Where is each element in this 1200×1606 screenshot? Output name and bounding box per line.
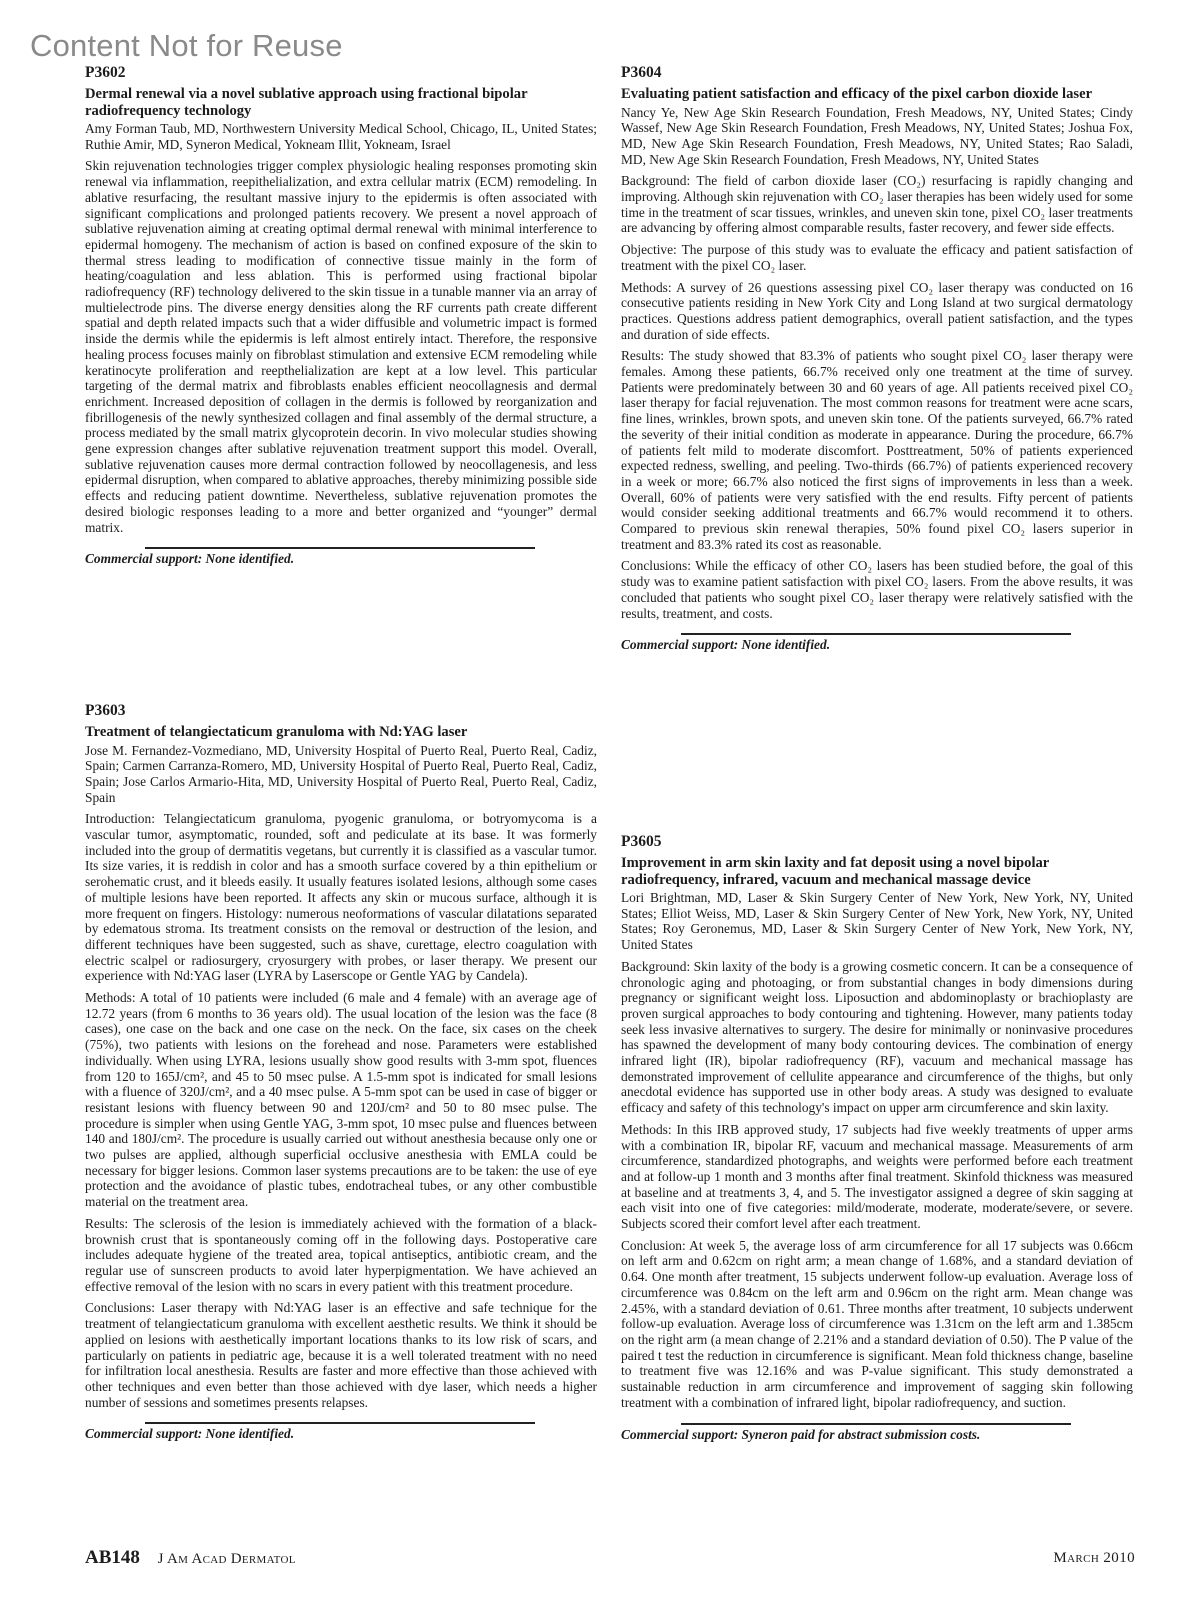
issue-date: March 2010 bbox=[1053, 1550, 1135, 1566]
abstract-title: Evaluating patient satisfaction and efficacy of the pixel carbon dioxide laser bbox=[621, 86, 1093, 102]
abstract-paragraph: Background: The field of carbon dioxide laser (CO₂) resurfacing is rapidly changing and improving. Although skin rejuvenation with CO₂ laser therapies has been widely used for some time in the treatment of scar tissues, wrinkles, and uneven skin tone, pixel CO₂ laser treatments are advancing by offering almost comparable results, faster recovery, and fewer side effects. bbox=[621, 173, 1133, 236]
commercial-support: Commercial support: None identified. bbox=[85, 1426, 295, 1442]
commercial-support: Commercial support: Syneron paid for abstract submission costs. bbox=[621, 1426, 981, 1442]
abstract-p3602 bbox=[85, 64, 597, 567]
abstract-p3605 bbox=[621, 833, 1133, 1443]
abstract-id: P3605 bbox=[621, 833, 662, 850]
abstract-paragraph: Methods: In this IRB approved study, 17 subjects had five weekly treatments of upper arms with a combination IR, bipolar RF, vacuum and mechanical massage. Measurements of arm circumference, standardized photographs, and weights were performed before each treatment and at follow-up 1 month and 3 months after final treatment. Skinfold thickness was measured at baseline and at treatments 3, 4, and 5. The investigator assigned a degree of skin sagging at each visit into one of five categories: mild/moderate, moderate, moderate/severe, or severe. Subjects scored their comfort level after each treatment. bbox=[621, 1121, 1133, 1232]
divider-rule bbox=[145, 1422, 535, 1424]
abstract-authors: Jose M. Fernandez-Vozmediano, MD, University Hospital of Puerto Real, Puerto Real, Cadiz, Spain; Carmen Carranza-Romero, MD, University Hospital of Puerto Real, Puerto Real, Cadiz, Spain; Jose Carlos Armario-Hita, MD, University Hospital of Puerto Real, Puerto Real, Cadiz, Spain bbox=[85, 742, 597, 805]
abstract-paragraph: Objective: The purpose of this study was to evaluate the efficacy and patient satisfaction of treatment with the pixel CO₂ laser. bbox=[621, 242, 1133, 273]
abstract-p3604 bbox=[621, 64, 1133, 653]
abstract-title: Improvement in arm skin laxity and fat deposit using a novel bipolar radiofrequency, infrared, vacuum and mechanical massage device bbox=[621, 855, 1050, 888]
abstract-id: P3603 bbox=[85, 702, 126, 719]
divider-rule bbox=[681, 1423, 1071, 1425]
page-number: AB148 bbox=[85, 1547, 140, 1568]
abstract-authors: Lori Brightman, MD, Laser & Skin Surgery Center of New York, New York, NY, United States; Elliot Weiss, MD, Laser & Skin Surgery Center of New York, New York, NY, United States; Roy Geronemus, MD, Laser & Skin Surgery Center of New York, New York, NY, United States bbox=[621, 890, 1133, 953]
abstract-paragraph: Conclusions: While the efficacy of other CO₂ lasers has been studied before, the goal of this study was to examine patient satisfaction with pixel CO₂ lasers. From the above results, it was concluded that patients who sought pixel CO₂ laser therapy were relatively satisfied with the results, treatment, and costs. bbox=[621, 558, 1133, 621]
commercial-support: Commercial support: None identified. bbox=[85, 551, 295, 567]
abstract-p3603 bbox=[85, 702, 597, 1442]
abstract-authors: Amy Forman Taub, MD, Northwestern University Medical School, Chicago, IL, United States; Ruthie Amir, MD, Syneron Medical, Yokneam Illit, Yokneam, Israel bbox=[85, 121, 597, 152]
journal-name: J Am Acad Dermatol bbox=[157, 1551, 296, 1567]
abstract-paragraph: Introduction: Telangiectaticum granuloma, pyogenic granuloma, or botryomycoma is a vascular tumor, asymptomatic, rounded, soft and pediculate at its base. It was formerly included into the group of dermatitis vegetans, but currently it is classified as a vascular tumor. Its size varies, it is reddish in color and has a smooth surface covered by a thin epithelium or serohematic crust, and it bleeds easily. It usually features isolated lesions, although some cases of multiple lesions have been reported. It affects any skin or mucous surface, although it is more frequent on fingers. Histology: numerous neoformations of vascular dilatations separated by edematous stroma. Its treatment consists on the removal or destruction of the lesion, and different techniques have been suggested, such as shave, curettage, electro coagulation with electric scalpel or radiosurgery, cryosurgery with probes, or laser therapy. We present our experience with Nd:YAG laser (LYRA by Laserscope or Gentle YAG by Candela). bbox=[85, 811, 597, 984]
divider-rule bbox=[681, 633, 1071, 635]
abstract-paragraph: Methods: A survey of 26 questions assessing pixel CO₂ laser therapy was conducted on 16 consecutive patients residing in New York City and Long Island at two surgical dermatology practices. Questions address patient demographics, overall patient satisfaction, and the types and duration of side effects. bbox=[621, 279, 1133, 342]
commercial-support: Commercial support: None identified. bbox=[621, 637, 831, 653]
abstract-paragraph: Skin rejuvenation technologies trigger complex physiologic healing responses promoting skin renewal via inflammation, reepithelialization, and extra cellular matrix (ECM) remodeling. In ablative resurfacing, the resultant massive injury to the epidermis is often associated with significant complications and prolonged patients recovery. We present a novel approach of sublative rejuvenation aiming at creating optimal dermal renewal with minimal interference to epidermal homogeny. The mechanism of action is based on confined exposure of the skin to thermal stress leading to modification of connective tissue mainly in the form of heating/coagulation and less ablation. This is performed using fractional bipolar radiofrequency (RF) technology delivered to the skin tissue in a tunable manner via an array of multielectrode pins. The diverse energy densities along the RF currents path create different spatial and depth related impacts such that a wider diffusible and volumetric impact is formed inside the dermis while the epidermis is left almost entirely intact. Therefore, the responsive healing process focuses mainly on fibroblast stimulation and extensive ECM remodeling while keratinocyte proliferation and reepthelialization are kept at a low level. This particular targeting of the dermal matrix and fibroblasts enables efficient neocollagnesis and dermal enrichment. Increased deposition of collagen in the dermis is followed by reorganization and fibrillogenesis of the newly synthesized collagen and final assembly of the dermal structure, a process mediated by the small matrix glycoprotein decorin. In vivo molecular studies showing gene expression changes after sublative rejuvenation treatment support this model. Overall, sublative rejuvenation causes more dermal contraction followed by neocollagenesis, and less epidermal disruption, when compared to ablative approaches, thereby minimizing possible side effects and reducing patient downtime. Nevertheless, sublative rejuvenation promotes the desired biologic responses leading to a more and better organized and “younger” dermal matrix. bbox=[85, 158, 597, 535]
abstract-paragraph: Results: The study showed that 83.3% of patients who sought pixel CO₂ laser therapy were females. Among these patients, 66.7% received only one treatment at the time of survey. Patients were predominately between 30 and 60 years of age. All patients received pixel CO₂ laser therapy for facial rejuvenation. The most common reasons for treatment were acne scars, fine lines, wrinkles, brown spots, and uneven skin tone. Of the patients surveyed, 66.7% rated the severity of their initial condition as moderate in appearance. During the procedure, 66.7% of patients felt mild to moderate discomfort. Posttreatment, 50% of patients experienced expected redness, swelling, and peeling. Two-thirds (66.7%) of patients experienced recovery in a week or more; 66.7% also noticed the first signs of improvements in less than a week. Overall, 60% of patients were very satisfied with the end results. Fifty percent of patients would consider seeking additional treatments and 66.7% would recommend it to others. Compared to previous skin renewal therapies, 50% found pixel CO₂ lasers superior in treatment and 83.3% rated its cost as reasonable. bbox=[621, 348, 1133, 552]
watermark: Content Not for Reuse bbox=[30, 28, 343, 63]
abstract-paragraph: Conclusion: At week 5, the average loss of arm circumference for all 17 subjects was 0.66cm on left arm and 0.62cm on right arm; a mean change of 1.68%, and a standard deviation of 0.64. One month after treatment, 15 subjects underwent follow-up evaluation. Average loss of circumference was 0.84cm on the left arm and 0.96cm on the right arm. Mean change was 2.45%, with a standard deviation of 0.61. Three months after treatment, 10 subjects underwent follow-up evaluation. Average loss of circumference was 1.31cm on the left arm and 1.385cm on the right arm (a mean change of 2.21% and a standard deviation of 0.50). The P value of the paired t test the reduction in circumference is significant. Mean fold thickness change, baseline to treatment five was 12.16% and was P-value significant. This study demonstrated a sustainable reduction in arm circumference and improvement of sagging skin following treatment with a combination of infrared light, bipolar radiofrequency, and suction. bbox=[621, 1237, 1133, 1410]
page-footer bbox=[85, 1547, 1135, 1571]
divider-rule bbox=[145, 547, 535, 549]
abstract-paragraph: Background: Skin laxity of the body is a growing cosmetic concern. It can be a consequence of chronologic aging and photoaging, or from substantial changes in body dimensions during pregnancy or significant weight loss. Liposuction and abdominoplasty or brachioplasty are proven surgical approaches to body contouring and tightening. However, many patients today seek less invasive alternatives to surgery. The desire for minimally or noninvasive procedures has spawned the development of many body contouring devices. The combination of energy infrared light (IR), bipolar radiofrequency (RF), vacuum and mechanical massage has demonstrated improvement of cellulite appearance and circumference of the thighs, but only anecdotal evidence has supported use in other body areas. A study was designed to evaluate efficacy and safety of this technology's impact on upper arm circumference and skin laxity. bbox=[621, 958, 1133, 1116]
abstract-title: Treatment of telangiectaticum granuloma with Nd:YAG laser bbox=[85, 724, 468, 740]
abstract-authors: Nancy Ye, New Age Skin Research Foundation, Fresh Meadows, NY, United States; Cindy Wassef, New Age Skin Research Foundation, Fresh Meadows, NY, United States; Joshua Fox, MD, New Age Skin Research Foundation, Fresh Meadows, NY, United States; Rao Saladi, MD, New Age Skin Research Foundation, Fresh Meadows, NY, United States bbox=[621, 104, 1133, 167]
abstract-paragraph: Conclusions: Laser therapy with Nd:YAG laser is an effective and safe technique for the treatment of telangiectaticum granuloma with excellent aesthetic results. We think it should be applied on lesions with aesthetically important locations thanks to its low risk of scars, and particularly on patients in pediatric age, because it is a well tolerated treatment with no need for infiltration local anesthesia. Results are faster and more effective than those achieved with other techniques and even better than those achieved with dye laser, which needs a higher number of sessions and sometimes presents relapses. bbox=[85, 1300, 597, 1410]
abstract-title: Dermal renewal via a novel sublative approach using fractional bipolar radiofrequency technology bbox=[85, 86, 528, 119]
abstract-paragraph: Methods: A total of 10 patients were included (6 male and 4 female) with an average age of 12.72 years (from 6 months to 36 years old). The usual location of the lesion was the face (8 cases), one case on the back and one case on the neck. On the face, six cases on the cheek (75%), two patients with lesions on the forehead and nose. Parameters were established individually. When using LYRA, lesions usually show good results with 3-mm spot, fluences from 120 to 165J/cm², and 45 to 50 msec pulse. A 1.5-mm spot is indicated for small lesions with a fluence of 320J/cm², and a 40 msec pulse. A 5-mm spot can be used in case of bigger or resistant lesions with fluency between 90 and 120J/cm² and 50 to 80 msec pulse. The procedure is simpler when using Gentle YAG, 3-mm spot, 10 msec pulse and fluences between 140 and 180J/cm². The procedure is usually carried out without anesthesia because only one or two pulses are applied, although superficial occlusive anesthesia with EMLA could be necessary for bigger lesions. Common laser systems precautions are to be taken: the use of eye protection and the avoidance of plastic tubes, endotracheal tubes, or any other combustible material on the treatment area. bbox=[85, 990, 597, 1210]
abstract-id: P3604 bbox=[621, 64, 662, 81]
abstract-paragraph: Results: The sclerosis of the lesion is immediately achieved with the formation of a black-brownish crust that is spontaneously coming off in the following days. Postoperative care includes adequate hygiene of the treated area, topical antiseptics, antibiotic cream, and the regular use of sunscreen products to avoid later hyperpigmentation. We have achieved an effective removal of the lesion with no scars in every patient with this treatment procedure. bbox=[85, 1215, 597, 1294]
abstract-id: P3602 bbox=[85, 64, 126, 81]
